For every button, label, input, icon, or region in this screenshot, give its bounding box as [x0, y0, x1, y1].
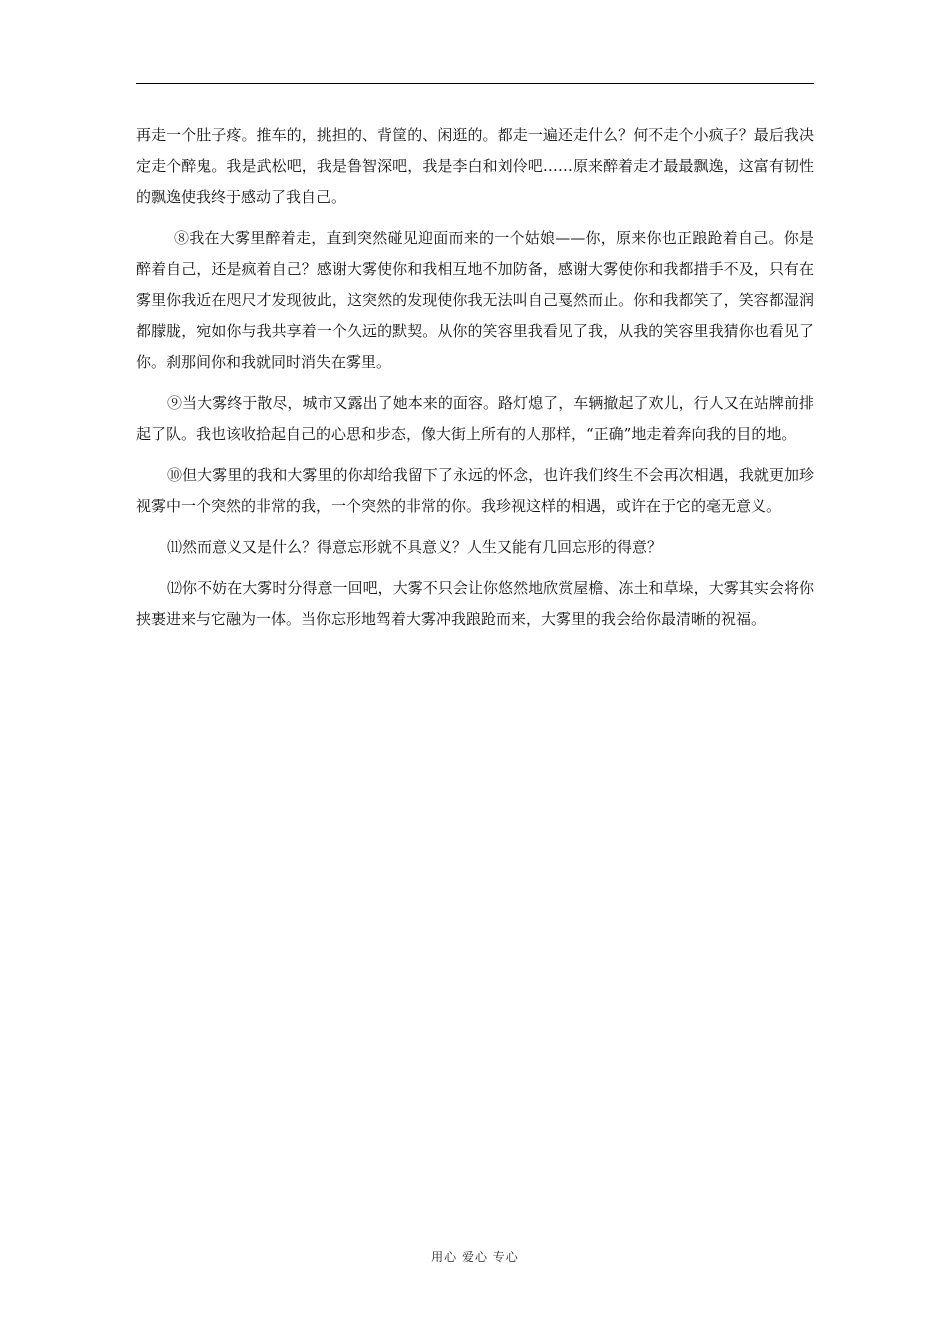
article-body	[136, 120, 814, 635]
paragraph-9: ⑨当大雾终于散尽，城市又露出了她本来的面容。路灯熄了，车辆撤起了欢儿，行人又在站牌前排起了队。我也该收拾起自己的心思和步态，像大街上所有的人那样，“正确”地走着奔向我的目的地。	[136, 394, 814, 443]
paragraph-7-continued: 再走一个肚子疼。推车的，挑担的、背筐的、闲逛的。都走一遍还走什么？何不走个小疯子？最后我决定走个醉鬼。我是武松吧，我是鲁智深吧，我是李白和刘伶吧……原来醉着走才最最飘逸，这富有韧性的飘逸使我终于感动了我自己。	[136, 126, 814, 206]
page-footer: 用心 爱心 专心	[431, 1250, 519, 1264]
paragraph-12: ⑿你不妨在大雾时分得意一回吧，大雾不只会让你悠然地欣赏屋檐、冻土和草垛，大雾其实会将你挟裹进来与它融为一体。当你忘形地驾着大雾冲我踉跄而来，大雾里的我会给你最清晰的祝福。	[136, 579, 814, 628]
header-rule	[136, 83, 814, 84]
paragraph-8: ⑧我在大雾里醉着走，直到突然碰见迎面而来的一个姑娘——你，原来你也正踉跄着自己。你是醉着自己，还是疯着自己？感谢大雾使你和我相互地不加防备，感谢大雾使你和我都措手不及，只有在雾里你我近在咫尺才发现彼此，这突然的发现使你我无法叫自己戛然而止。你和我都笑了，笑容都湿润都朦胧，宛如你与我共享着一个久远的默契。从你的笑容里我看见了我，从我的笑容里我猜你也看见了你。刹那间你和我就同时消失在雾里。	[136, 229, 814, 371]
paragraph-10: ⑩但大雾里的我和大雾里的你却给我留下了永远的怀念，也许我们终生不会再次相遇，我就更加珍视雾中一个突然的非常的我，一个突然的非常的你。我珍视这样的相遇，或许在于它的毫无意义。	[136, 466, 814, 515]
paragraph-11: ⑾然而意义又是什么？得意忘形就不具意义？人生又能有几回忘形的得意？	[167, 538, 663, 556]
